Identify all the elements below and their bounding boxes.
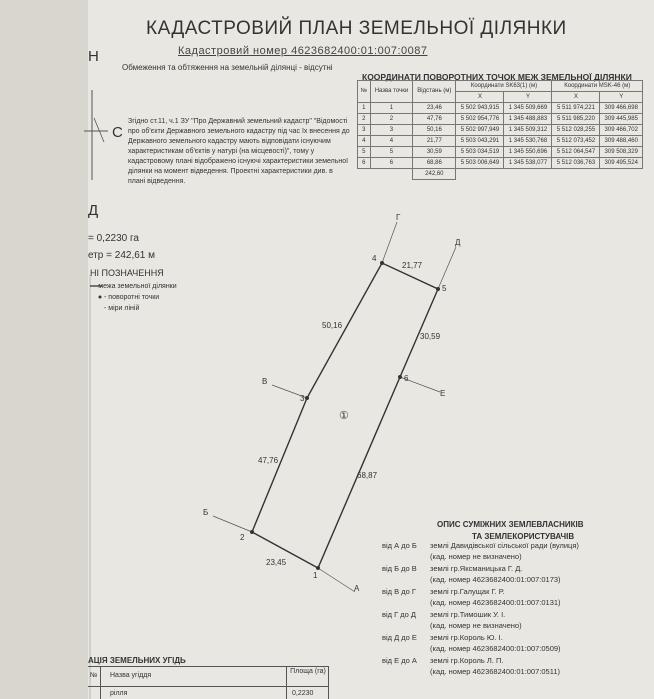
coord-cell: 5 512 036,763	[552, 158, 600, 169]
north-arrow-diag	[94, 118, 104, 142]
coord-cell: 5 502 943,915	[456, 103, 504, 114]
cadastral-number: Кадастровий номер 4623682400:01:007:0087	[178, 45, 428, 57]
direction-v: В	[262, 377, 268, 386]
col-distance: Відстань (м)	[413, 81, 456, 103]
direction-d: Д	[455, 238, 461, 247]
coord-cell: 309 488,460	[600, 136, 643, 147]
coord-cell: 6	[358, 158, 371, 169]
coord-cell: 5 512 073,452	[552, 136, 600, 147]
col-sk63: Координати SK63(1) (м)	[456, 81, 552, 92]
neighbor-cad-number: (кад. номер не визначено)	[430, 552, 522, 561]
parcel-number: ①	[339, 410, 349, 422]
direction-a: А	[354, 584, 360, 593]
sub-y: Y	[504, 92, 552, 103]
neighbor-segment: від Б до В	[382, 564, 417, 573]
point-label-6: 6	[404, 374, 409, 383]
parcel-area: = 0,2230 га	[88, 233, 139, 244]
neighbor-cad-number: (кад. номер 4623682400:01:007:0173)	[430, 575, 561, 584]
col-num: №	[358, 81, 371, 103]
coord-cell: 1 345 550,696	[504, 147, 552, 158]
neighbor-cad-number: (кад. номер 4623682400:01:007:0509)	[430, 644, 561, 653]
neighbors-title: ОПИС СУМІЖНИХ ЗЕМЛЕВЛАСНИКІВ	[437, 520, 584, 529]
coord-cell: 5 512 028,255	[552, 125, 600, 136]
coord-cell: 309 466,698	[600, 103, 643, 114]
land-row-area: 0,2230	[292, 690, 314, 697]
coord-cell: 4	[358, 136, 371, 147]
land-col-area: Площа (га)	[290, 668, 326, 675]
coord-cell: 1	[370, 103, 413, 114]
legend-item-points: - поворотні точки	[104, 294, 160, 301]
parcel-perimeter: етр = 242,61 м	[88, 250, 156, 261]
col-point: Назва точки	[370, 81, 413, 103]
coord-cell: 309 466,702	[600, 125, 643, 136]
ray-g	[382, 222, 397, 263]
neighbor-cad-number: (кад. номер 4623682400:01:007:0131)	[430, 598, 561, 607]
restrictions-note: Обмеження та обтяження на земельній ділянці - відсутні	[122, 63, 333, 72]
coord-cell: 4	[370, 136, 413, 147]
neighbor-owner: землі Давидівської сільської ради (вулиця)	[430, 541, 579, 550]
distance-3-4: 50,16	[322, 321, 343, 330]
land-row-name: рілля	[110, 690, 128, 697]
coord-cell: 2	[358, 114, 371, 125]
left-fragment-n: Н	[88, 48, 99, 65]
coord-cell: 68,86	[413, 158, 456, 169]
turn-point-5	[436, 287, 440, 291]
neighbor-owner: землі гр.Яксманицька Г. Д.	[430, 564, 523, 573]
coord-cell: 5 511 974,221	[552, 103, 600, 114]
turn-point-2	[250, 530, 254, 534]
col-msk46: Координати MSK-46 (м)	[552, 81, 643, 92]
coord-cell: 5 502 997,949	[456, 125, 504, 136]
left-fragment-d: Д	[88, 202, 99, 219]
direction-g: Г	[396, 213, 401, 222]
coord-cell: 1 345 530,768	[504, 136, 552, 147]
coord-cell: 50,16	[413, 125, 456, 136]
coord-cell: 1	[358, 103, 371, 114]
neighbor-owner: землі гр.Король Ю. І.	[430, 633, 503, 642]
coord-cell: 5 503 034,519	[456, 147, 504, 158]
legend-title: НІ ПОЗНАЧЕННЯ	[90, 268, 164, 278]
neighbor-owner: землі гр.Тимошик У. І.	[430, 610, 506, 619]
neighbor-segment: від Д до Е	[382, 633, 417, 642]
coord-cell: 1 345 538,077	[504, 158, 552, 169]
neighbor-cad-number: (кад. номер 4623682400:01:007:0511)	[430, 667, 560, 676]
distance-2-3: 47,76	[258, 456, 279, 465]
coord-cell: 309 508,329	[600, 147, 643, 158]
distance-5-6: 30,59	[420, 332, 441, 341]
neighbor-owner: землі гр.Король Л. П.	[430, 656, 504, 665]
coord-cell: 5 512 064,547	[552, 147, 600, 158]
coord-cell: 2	[370, 114, 413, 125]
coord-cell: 5 503 006,649	[456, 158, 504, 169]
coord-cell: 3	[358, 125, 371, 136]
coord-cell: 5	[370, 147, 413, 158]
description-text: Згідно ст.11, ч.1 ЗУ "Про Державний земельний кадастр" "Відомості про об'єкти Державного земельного кадастру під час їх внесення до Державного земельного кадастру мають відповідати існуючим характеристикам об'єктів у натурі (на місцевості)", тому у кадастровому плані відображено існуючі характеристики земельної ділянки на момент відведення. Проектні характеристики див. в плані відведення.	[128, 118, 350, 185]
coord-cell: 5 511 985,220	[552, 114, 600, 125]
turn-point-1	[316, 566, 320, 570]
coord-cell: 30,59	[413, 147, 456, 158]
turn-point-3	[305, 396, 309, 400]
left-fragment-s: С	[112, 124, 123, 141]
land-table-title: АЦІЯ ЗЕМЕЛЬНИХ УГІДЬ	[88, 656, 186, 665]
land-col-num: №	[90, 672, 98, 679]
coord-cell: 1 345 509,312	[504, 125, 552, 136]
turn-point-4	[380, 261, 384, 265]
coord-cell: 1 345 509,669	[504, 103, 552, 114]
point-label-2: 2	[240, 533, 245, 542]
distance-4-5: 21,77	[402, 261, 423, 270]
land-table	[88, 662, 328, 699]
coord-cell: 1 345 488,883	[504, 114, 552, 125]
neighbors-title-2: ТА ЗЕМЛЕКОРИСТУВАЧІВ	[472, 532, 575, 541]
sub-x: X	[552, 92, 600, 103]
legend-point-mark	[99, 296, 102, 299]
legend-item-boundary: - межа земельної ділянки	[94, 283, 177, 290]
coord-cell: 5	[358, 147, 371, 158]
direction-b: Б	[203, 508, 209, 517]
coord-cell: 5 502 954,776	[456, 114, 504, 125]
neighbor-segment: від Г до Д	[382, 610, 416, 619]
page-title: КАДАСТРОВИЙ ПЛАН ЗЕМЕЛЬНОЇ ДІЛЯНКИ	[146, 18, 567, 39]
point-label-5: 5	[442, 284, 447, 293]
coord-cell: 3	[370, 125, 413, 136]
land-col-name: Назва угіддя	[110, 672, 152, 679]
distance-1-2: 23,45	[266, 558, 287, 567]
coordinates-table-title: КООРДИНАТИ ПОВОРОТНИХ ТОЧОК МЕЖ ЗЕМЕЛЬНОЇ ДІЛЯНКИ	[362, 72, 632, 82]
coord-cell: 6	[370, 158, 413, 169]
coord-cell: 21,77	[413, 136, 456, 147]
turn-point-6	[398, 375, 402, 379]
sub-x: X	[456, 92, 504, 103]
point-label-4: 4	[372, 254, 377, 263]
coord-cell: 309 495,524	[600, 158, 643, 169]
neighbor-segment: від Е до А	[382, 656, 417, 665]
ray-d	[438, 247, 456, 289]
ray-b	[213, 516, 252, 532]
point-label-1: 1	[313, 571, 318, 580]
neighbor-owner: землі гр.Галущак Г. Р.	[430, 587, 505, 596]
neighbor-segment: від В до Г	[382, 587, 416, 596]
coord-cell: 47,76	[413, 114, 456, 125]
coord-cell: 5 503 043,291	[456, 136, 504, 147]
neighbor-segment: від А до Б	[382, 541, 417, 550]
coord-total: 242,60	[413, 169, 456, 180]
sub-y: Y	[600, 92, 643, 103]
distance-6-1: 68,87	[357, 471, 378, 480]
coord-cell: 309 445,985	[600, 114, 643, 125]
legend-item-lengths: - міри ліній	[104, 305, 140, 312]
neighbor-cad-number: (кад. номер не визначено)	[430, 621, 522, 630]
direction-e: Е	[440, 389, 446, 398]
coord-cell: 23,46	[413, 103, 456, 114]
ray-a	[318, 568, 355, 592]
point-label-3: 3	[300, 394, 305, 403]
